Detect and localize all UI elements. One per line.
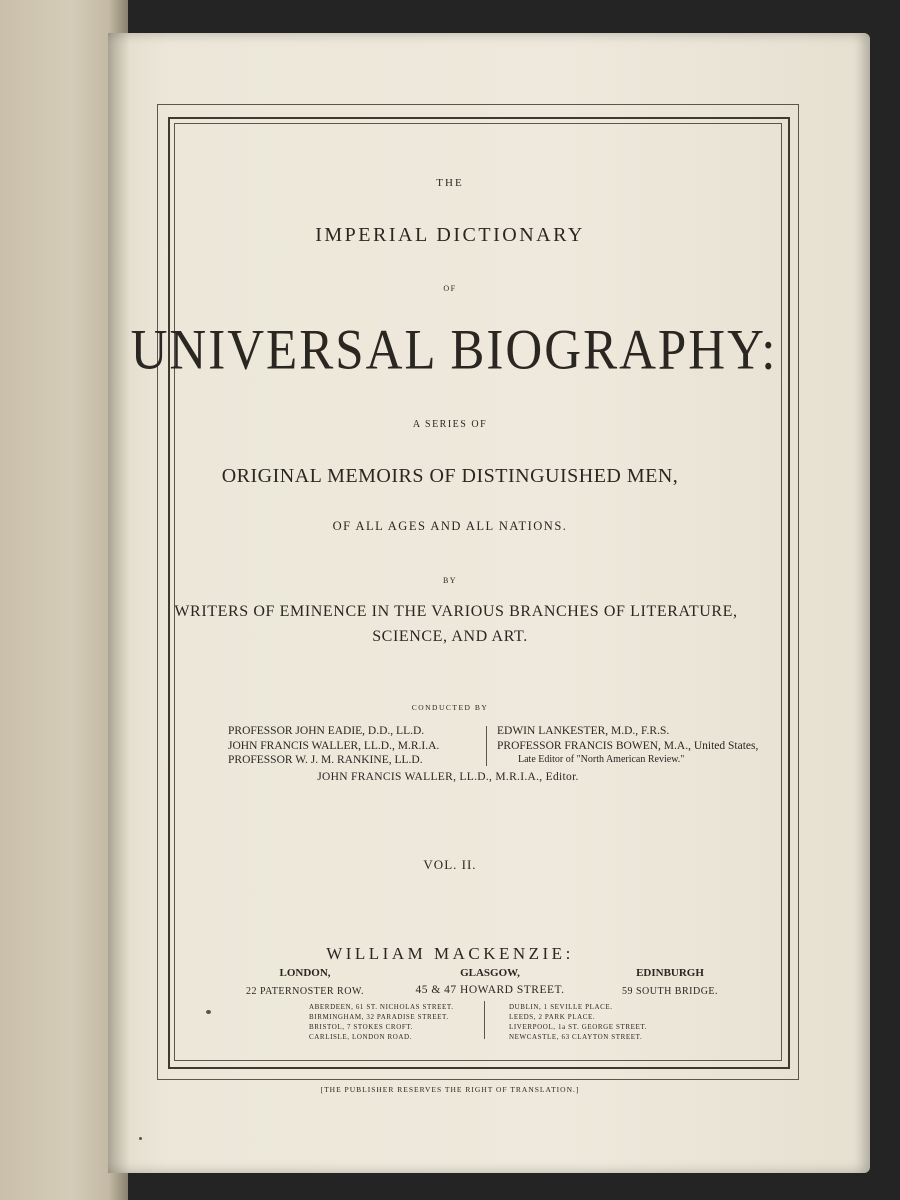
editor-name: PROFESSOR FRANCIS BOWEN, M.A., United States, <box>497 739 759 752</box>
branches-divider <box>484 1001 485 1039</box>
office-address: 45 & 47 HOWARD STREET. <box>415 984 565 996</box>
title-of: OF <box>443 284 457 293</box>
office-city: GLASGOW, <box>460 967 520 979</box>
branch-address: LEEDS, 2 PARK PLACE. <box>509 1013 596 1021</box>
editor-name: PROFESSOR JOHN EADIE, D.D., LL.D. <box>228 725 425 737</box>
subtitle-by: BY <box>442 576 458 585</box>
office-address: 59 SOUTH BRIDGE. <box>621 986 719 997</box>
rights-notice: [THE PUBLISHER RESERVES THE RIGHT OF TRANSLATION.] <box>320 1085 580 1094</box>
title-the: THE <box>436 177 464 189</box>
writers-line-2: SCIENCE, AND ART. <box>372 628 528 645</box>
branch-address: BIRMINGHAM, 32 PARADISE STREET. <box>309 1013 449 1021</box>
volume-number: VOL. II. <box>423 857 477 872</box>
paper-speck <box>139 1137 142 1140</box>
writers-line-1: WRITERS OF EMINENCE IN THE VARIOUS BRANCHES OF LITERATURE, <box>174 603 738 620</box>
publisher-name: WILLIAM MACKENZIE: <box>326 944 574 963</box>
office-city: EDINBURGH <box>636 967 704 979</box>
editor-name: EDWIN LANKESTER, M.D., F.R.S. <box>497 725 670 737</box>
branch-address: BRISTOL, 7 STOKES CROFT. <box>309 1023 414 1031</box>
editor-note: Late Editor of "North American Review." <box>518 754 685 765</box>
branch-address: DUBLIN, 1 SEVILLE PLACE. <box>509 1003 613 1011</box>
branches-right-column <box>509 1002 647 1042</box>
office-address: 22 PATERNOSTER ROW. <box>246 986 364 997</box>
editors-left-column <box>228 724 439 768</box>
branch-address: CARLISLE, LONDON ROAD. <box>309 1033 413 1041</box>
branches-left-column <box>309 1002 454 1042</box>
branch-address: LIVERPOOL, 1a ST. GEORGE STREET. <box>509 1023 648 1031</box>
conducted-by: CONDUCTED BY <box>411 703 489 712</box>
inner-border <box>174 123 782 1061</box>
subtitle-a-series-of: A SERIES OF <box>412 419 488 430</box>
main-title: UNIVERSAL BIOGRAPHY: <box>130 319 778 382</box>
subtitle-memoirs: ORIGINAL MEMOIRS OF DISTINGUISHED MEN, <box>221 465 679 487</box>
editor-name: JOHN FRANCIS WALLER, LL.D., M.R.I.A. <box>228 739 440 752</box>
editors-right-column <box>497 724 758 768</box>
editors-divider <box>486 726 487 766</box>
branch-address: ABERDEEN, 61 ST. NICHOLAS STREET. <box>309 1003 454 1011</box>
chief-editor-line: JOHN FRANCIS WALLER, LL.D., M.R.I.A., Editor. <box>317 771 579 783</box>
office-city: LONDON, <box>279 967 331 979</box>
branch-address: NEWCASTLE, 63 CLAYTON STREET. <box>509 1033 643 1041</box>
subtitle-ages: OF ALL AGES AND ALL NATIONS. <box>332 519 568 533</box>
paper-speck <box>206 1010 211 1014</box>
editor-name: PROFESSOR W. J. M. RANKINE, LL.D. <box>228 754 423 766</box>
title-imperial-dictionary: IMPERIAL DICTIONARY <box>315 224 585 246</box>
